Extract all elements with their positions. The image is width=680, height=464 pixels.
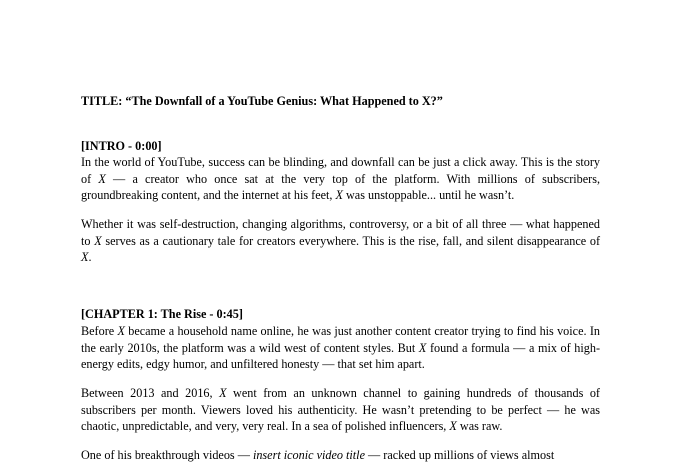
text-run: Whether it was self-destruction, changing algorithms, controversy, or a bit of all three — what happened to (81, 217, 600, 248)
text-run: Before (81, 324, 118, 338)
italic-text-run: X (449, 419, 457, 434)
text-run: was raw. (456, 419, 503, 434)
text-run: — a creator who once sat at the very top of the platform. With millions of subscribers, groundbreaking content, and the internet at his feet, (81, 171, 600, 203)
text-run: In the world of YouTube, success can be blinding, and downfall can be just a click away. This is the story of (81, 155, 600, 186)
text-run: serves as a cautionary tale for creators everywhere. This is the rise, fall, and silent disappearance of (101, 233, 601, 248)
italic-text-run: X (81, 250, 89, 265)
chapter-1-heading: [CHAPTER 1: The Rise - 0:45] (81, 307, 243, 321)
intro-heading: [INTRO - 0:00] (81, 139, 162, 153)
italic-text-run: X (418, 340, 427, 355)
text-run: . (88, 250, 92, 265)
text-run: became a household name online, he was just another content creator trying to find his voice. In the early 2010s, the platform was a wild west of content styles. But (81, 324, 600, 355)
script-title: TITLE: “The Downfall of a YouTube Genius: What Happened to X?” (81, 94, 443, 108)
text-run: Between 2013 and 2016, (81, 386, 220, 400)
text-run: was unstoppable... until he wasn’t. (342, 188, 515, 203)
text-run: One of his breakthrough videos — (81, 448, 253, 462)
intro-paragraph-1 (81, 154, 600, 204)
italic-text-run: X (117, 324, 125, 338)
italic-text-run: insert iconic video title (252, 448, 365, 462)
text-run: — racked up millions of views almost (364, 448, 555, 462)
chapter-1-paragraph-3 (81, 447, 600, 464)
italic-text-run: X (94, 233, 102, 248)
italic-text-run: X (219, 386, 227, 400)
chapter-1-paragraph-1 (81, 323, 600, 373)
intro-paragraph-2 (81, 216, 600, 266)
text-run: went from an unknown channel to gaining hundreds of thousands of subscribers per month. Viewers loved his authenticity. He wasn’t pretending to be perfect — he was chaotic, unpredictable, and very, very real. In a sea of polished influencers, (81, 386, 600, 434)
chapter-1-paragraph-2 (81, 385, 600, 435)
italic-text-run: X (335, 188, 343, 203)
italic-text-run: X (98, 171, 106, 186)
text-run: found a formula — a mix of high-energy edits, edgy humor, and unfiltered honesty — that set him apart. (81, 340, 601, 372)
